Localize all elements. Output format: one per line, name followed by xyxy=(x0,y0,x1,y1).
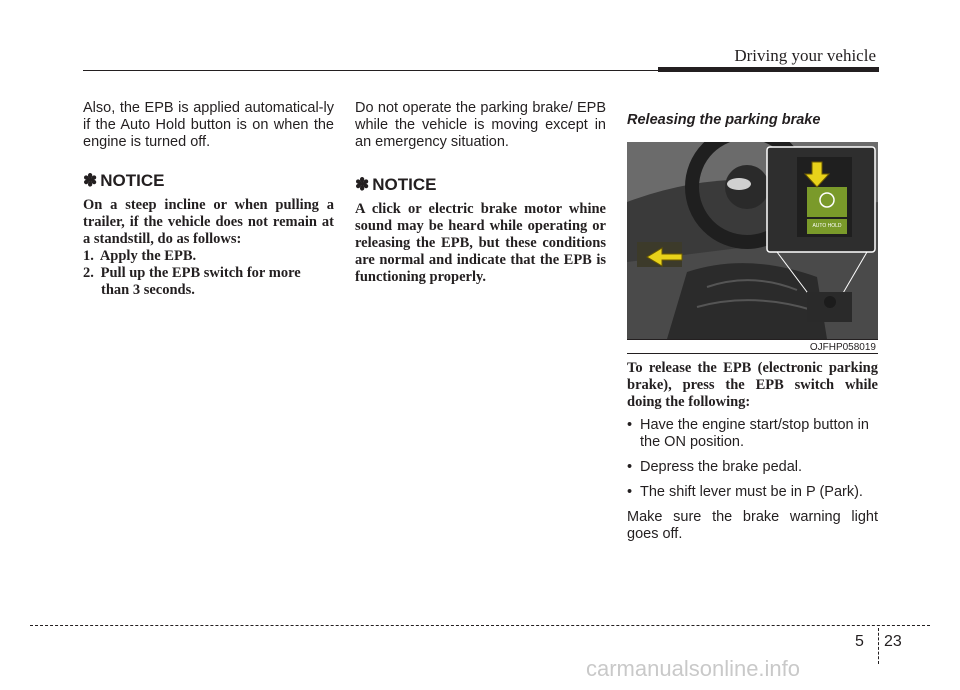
col2-notice-heading xyxy=(355,175,606,195)
page-chapter-number: 5 xyxy=(855,633,864,650)
epb-switch-icon xyxy=(807,187,847,217)
gear-knob-icon xyxy=(824,296,836,308)
col1-notice-title: NOTICE xyxy=(100,171,165,190)
bullet-icon: • xyxy=(627,484,633,500)
page-header-title: Driving your vehicle xyxy=(734,46,876,65)
col1-intro: Also, the EPB is applied automatical-ly if the Auto Hold button is on when the engine is turned off. xyxy=(83,100,334,150)
steering-logo-icon xyxy=(727,178,751,190)
section-title: Releasing the parking brake xyxy=(627,112,821,128)
header-rule-thick xyxy=(658,67,879,72)
list-item: • The shift lever must be in P (Park). xyxy=(627,484,863,500)
epb-figure xyxy=(627,142,878,339)
figure-code: OJFHP058019 xyxy=(627,339,878,354)
list-item: 2. Pull up the EPB switch for more than 3 seconds. xyxy=(83,265,301,298)
column-2 xyxy=(355,100,606,286)
col1-notice-heading xyxy=(83,171,334,191)
col2-notice-body: A click or electric brake motor whine sound may be heard while operating or releasing the EPB, but these conditions are normal and indicate that the EPB is functioning properly. xyxy=(355,201,606,285)
col1-notice-body: On a steep incline or when pulling a trailer, if the vehicle does not remain at a standstill, do as follows: xyxy=(83,197,334,247)
column-1 xyxy=(83,100,334,299)
list-item: • Depress the brake pedal. xyxy=(627,459,803,475)
list-item: 1. Apply the EPB. xyxy=(83,248,197,264)
list-item: • Have the engine start/stop button in the ON position. xyxy=(627,417,869,450)
notice-star-icon: ✽ xyxy=(83,171,98,190)
footer-rule xyxy=(30,625,930,626)
page-number: 23 xyxy=(884,633,902,650)
col3-bullets xyxy=(627,417,878,501)
col2-intro: Do not operate the parking brake/ EPB while the vehicle is moving except in an emergency situation. xyxy=(355,100,606,150)
col1-steps-list xyxy=(83,248,334,299)
footer-divider xyxy=(878,628,879,664)
auto-hold-label: AUTO HOLD xyxy=(812,223,842,229)
cockpit-illustration xyxy=(627,142,878,339)
col3-closing: Make sure the brake warning light goes off. xyxy=(627,509,878,542)
col3-lead: To release the EPB (electronic parking brake), press the EPB switch while doing the following: xyxy=(627,360,878,410)
bullet-icon: • xyxy=(627,459,633,475)
bullet-icon: • xyxy=(627,417,633,433)
watermark: carmanualsonline.info xyxy=(586,656,801,681)
notice-star-icon: ✽ xyxy=(355,175,370,194)
col2-notice-title: NOTICE xyxy=(372,175,437,194)
column-3 xyxy=(627,100,878,543)
